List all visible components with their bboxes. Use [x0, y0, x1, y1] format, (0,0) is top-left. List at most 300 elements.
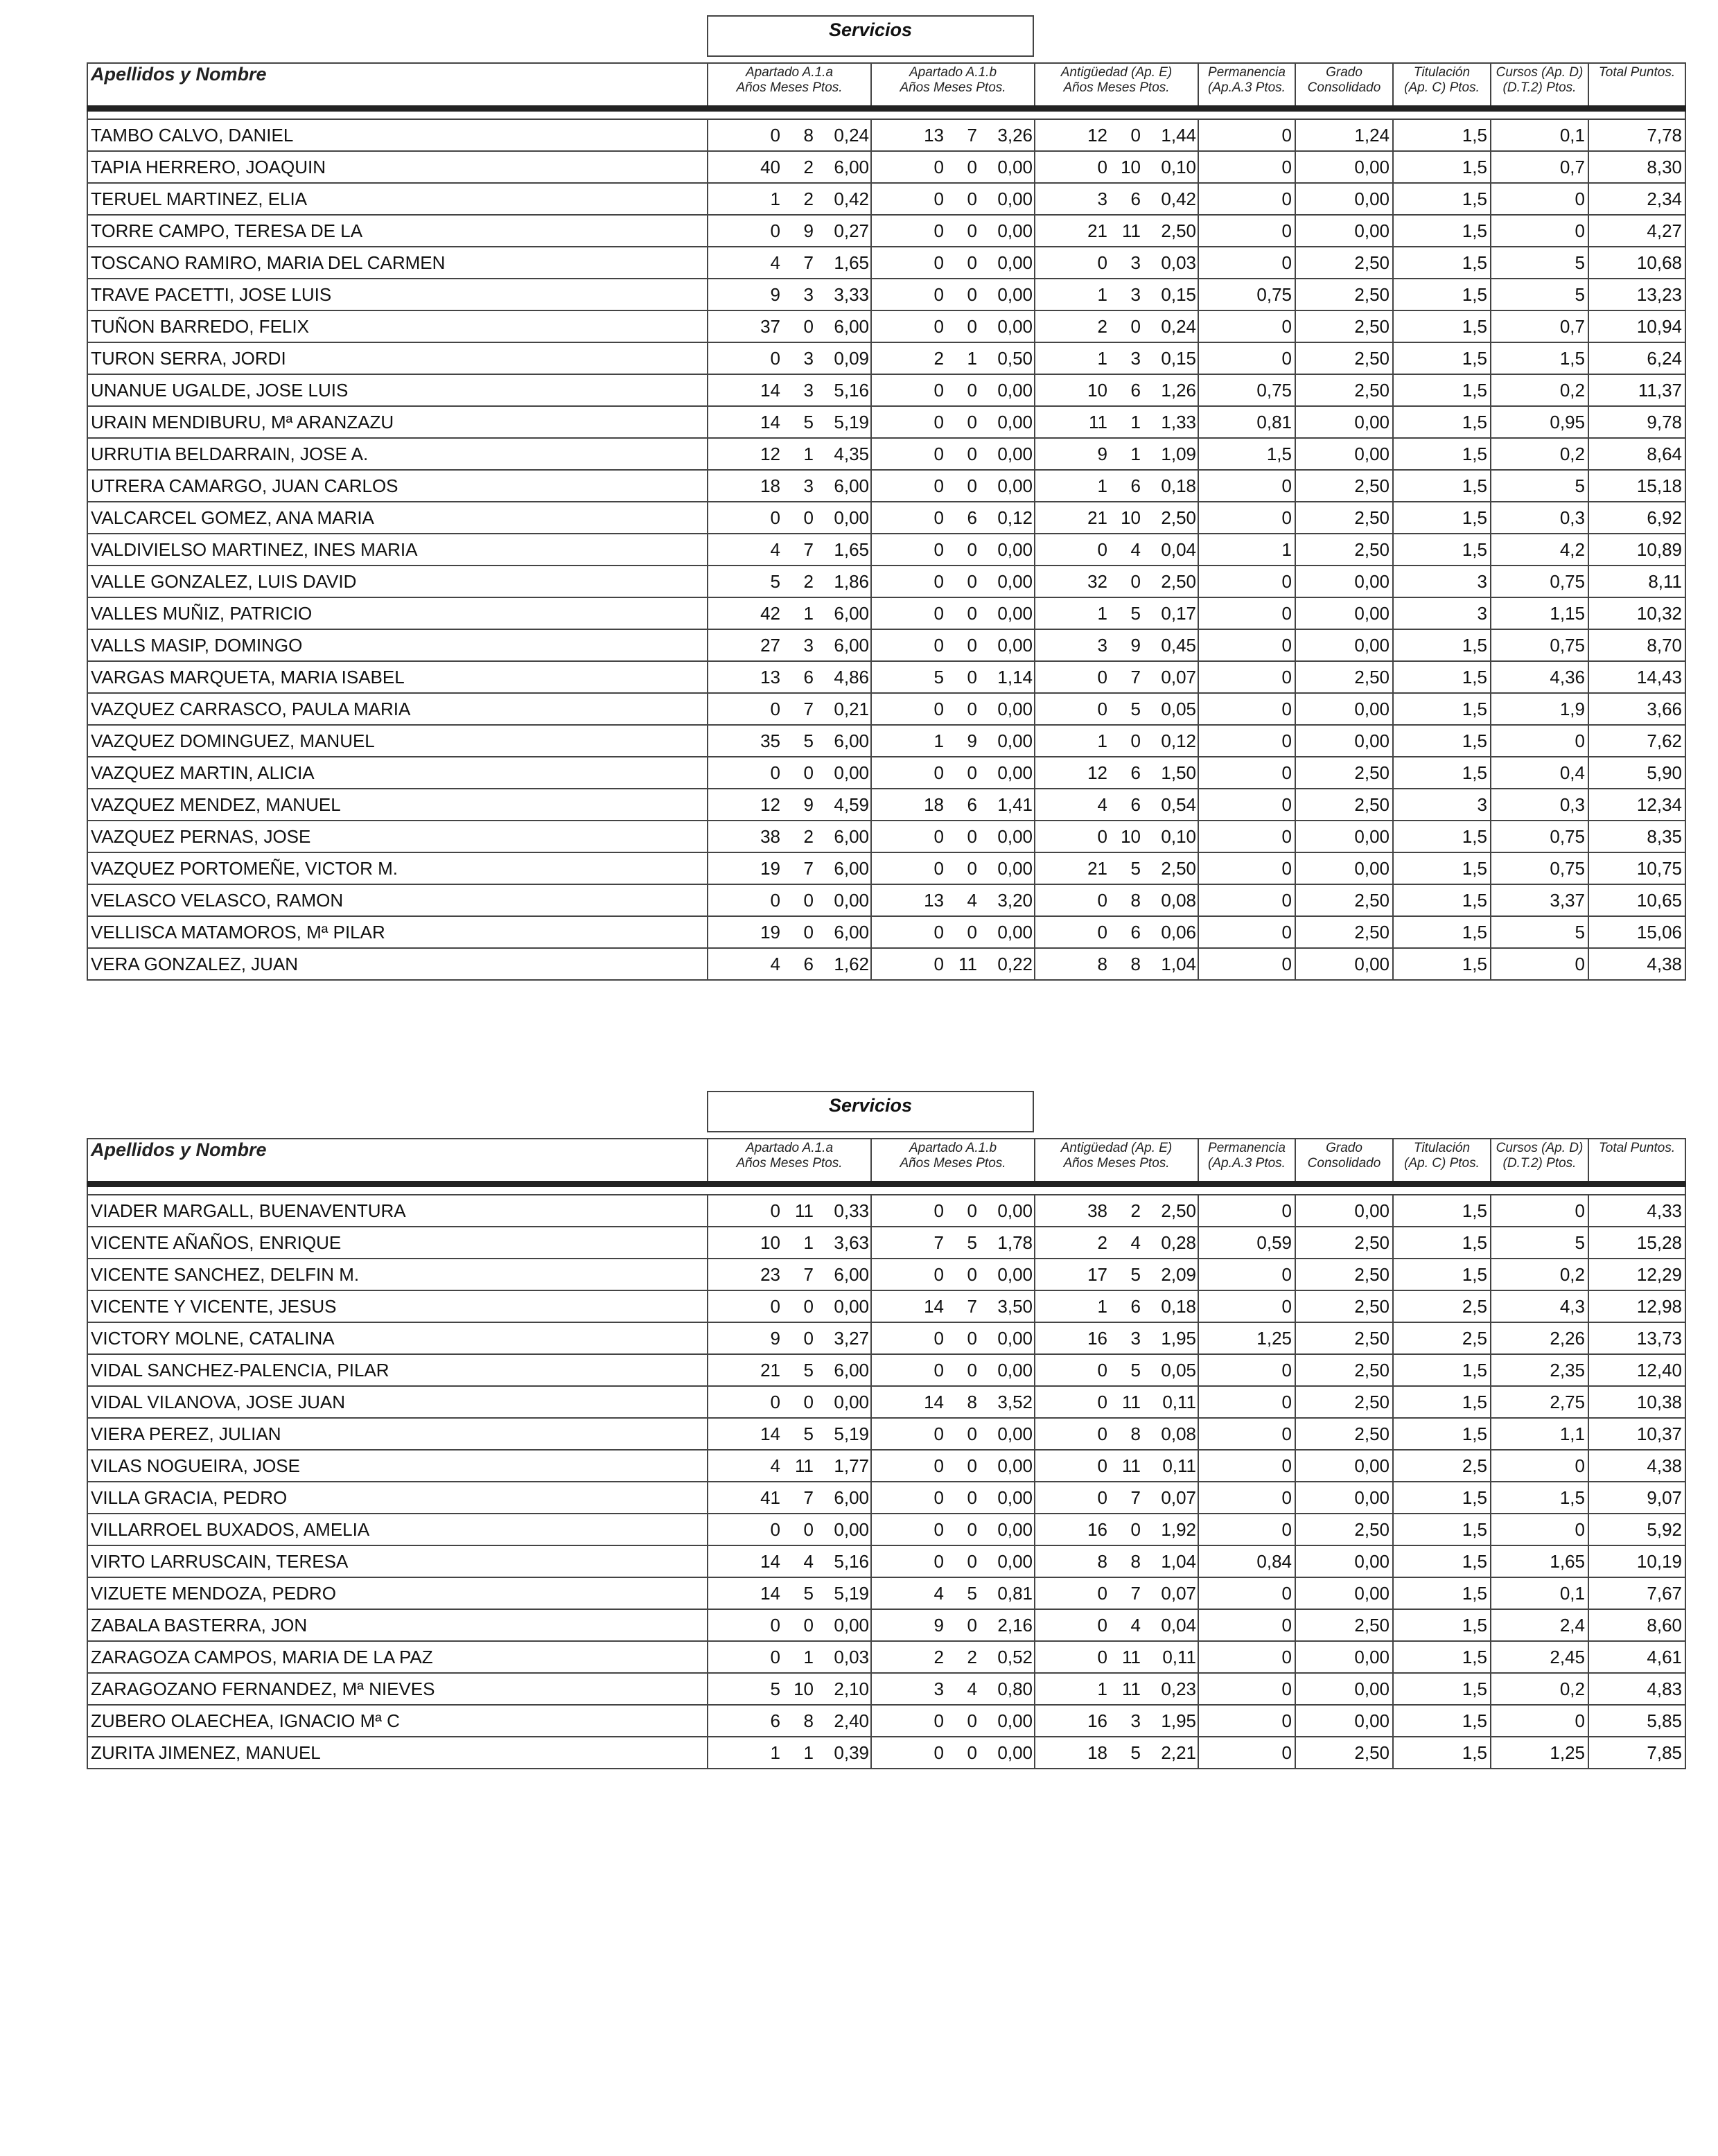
a1a-years: 41: [760, 1487, 780, 1508]
cell-total: 5,85: [1588, 1705, 1685, 1737]
a1b-points: 0,00: [997, 1200, 1033, 1221]
a1a-points: 0,00: [834, 507, 869, 528]
cell-permanencia: 0,84: [1198, 1545, 1295, 1577]
a1b-points: 0,00: [997, 252, 1033, 273]
cell-a1b: [871, 1386, 1035, 1418]
antiguedad-points: 0,07: [1161, 666, 1196, 687]
cell-antiguedad: [1035, 1482, 1198, 1514]
cell-titulacion: 1,5: [1393, 948, 1491, 980]
col-header-total: Total Puntos.: [1588, 1139, 1685, 1183]
cell-grado: 0,00: [1295, 597, 1393, 629]
a1b-points: 0,80: [997, 1678, 1033, 1699]
a1b-years: 18: [924, 794, 944, 815]
antiguedad-years: 21: [1087, 220, 1107, 241]
employee-name: VILLARROEL BUXADOS, AMELIA: [87, 1514, 708, 1545]
cell-permanencia: 0: [1198, 1290, 1295, 1322]
a1a-months: 3: [803, 475, 814, 496]
cell-total: 7,67: [1588, 1577, 1685, 1609]
employee-name: VAZQUEZ PORTOMEÑE, VICTOR M.: [87, 852, 708, 884]
cell-cursos: 1,5: [1491, 342, 1588, 374]
a1a-points: 0,27: [834, 220, 869, 241]
cell-permanencia: 0: [1198, 852, 1295, 884]
cell-titulacion: 1,5: [1393, 1195, 1491, 1227]
cell-permanencia: 0: [1198, 1354, 1295, 1386]
antiguedad-years: 0: [1097, 889, 1107, 911]
employee-name: VIDAL SANCHEZ-PALENCIA, PILAR: [87, 1354, 708, 1386]
cell-antiguedad: [1035, 310, 1198, 342]
cell-a1a: [708, 1577, 871, 1609]
cell-a1b: [871, 693, 1035, 725]
table-row: [87, 693, 1685, 725]
cell-antiguedad: [1035, 852, 1198, 884]
cell-cursos: 0,2: [1491, 1673, 1588, 1705]
antiguedad-months: 7: [1130, 666, 1141, 687]
table-row: [87, 789, 1685, 821]
antiguedad-months: 7: [1130, 1582, 1141, 1604]
a1b-months: 0: [967, 825, 977, 847]
a1a-years: 5: [770, 570, 780, 592]
cell-grado: 0,00: [1295, 1673, 1393, 1705]
cell-permanencia: 0: [1198, 1386, 1295, 1418]
col-header-permanencia: Permanencia (Ap.A.3 Ptos.: [1198, 63, 1295, 107]
a1a-months: 1: [803, 602, 814, 624]
cell-antiguedad: [1035, 1577, 1198, 1609]
cell-a1a: [708, 1450, 871, 1482]
employee-name: VIRTO LARRUSCAIN, TERESA: [87, 1545, 708, 1577]
employee-name: VILAS NOGUEIRA, JOSE: [87, 1450, 708, 1482]
a1a-years: 0: [770, 762, 780, 783]
cell-grado: 0,00: [1295, 852, 1393, 884]
a1a-months: 0: [803, 889, 814, 911]
cell-titulacion: 1,5: [1393, 1482, 1491, 1514]
cell-a1b: [871, 1418, 1035, 1450]
antiguedad-years: 12: [1087, 762, 1107, 783]
a1b-months: 0: [967, 1200, 977, 1221]
a1a-points: 2,40: [834, 1710, 869, 1731]
employee-name: VIDAL VILANOVA, JOSE JUAN: [87, 1386, 708, 1418]
a1a-months: 0: [803, 507, 814, 528]
a1b-years: 0: [933, 252, 944, 273]
antiguedad-years: 3: [1097, 634, 1107, 656]
employee-name: TERUEL MARTINEZ, ELIA: [87, 183, 708, 215]
cell-a1b: [871, 502, 1035, 534]
a1b-months: 0: [967, 283, 977, 305]
antiguedad-points: 0,11: [1162, 1391, 1196, 1412]
cell-permanencia: 0: [1198, 725, 1295, 757]
antiguedad-points: 2,21: [1161, 1742, 1196, 1763]
col-header-antiguedad: Antigüedad (Ap. E) Años Meses Ptos.: [1035, 63, 1198, 107]
table-row: [87, 183, 1685, 215]
a1a-months: 7: [803, 252, 814, 273]
antiguedad-months: 1: [1130, 411, 1141, 432]
table-row: [87, 1450, 1685, 1482]
col-header-a1b: Apartado A.1.b Años Meses Ptos.: [871, 63, 1035, 107]
cell-cursos: 0,75: [1491, 566, 1588, 597]
antiguedad-months: 7: [1130, 1487, 1141, 1508]
a1b-months: 4: [967, 889, 977, 911]
a1a-years: 9: [770, 1327, 780, 1349]
a1a-months: 2: [803, 156, 814, 177]
antiguedad-months: 11: [1122, 1678, 1141, 1699]
a1b-years: 0: [933, 953, 944, 974]
cell-titulacion: 1,5: [1393, 1227, 1491, 1259]
antiguedad-points: 0,05: [1161, 1359, 1196, 1381]
table-row: [87, 1482, 1685, 1514]
a1a-months: 7: [803, 1487, 814, 1508]
cell-grado: 2,50: [1295, 916, 1393, 948]
a1a-years: 14: [760, 1582, 780, 1604]
cell-total: 13,23: [1588, 279, 1685, 310]
a1b-months: 0: [967, 634, 977, 656]
cell-antiguedad: [1035, 693, 1198, 725]
cell-a1a: [708, 1482, 871, 1514]
antiguedad-years: 9: [1097, 443, 1107, 464]
antiguedad-points: 1,09: [1161, 443, 1196, 464]
a1b-points: 0,00: [997, 730, 1033, 751]
cell-cursos: 0,7: [1491, 151, 1588, 183]
cell-titulacion: 1,5: [1393, 884, 1491, 916]
cell-permanencia: 0: [1198, 566, 1295, 597]
cell-total: 12,29: [1588, 1259, 1685, 1290]
table-row: [87, 1195, 1685, 1227]
table-row: [87, 852, 1685, 884]
col-header-permanencia: Permanencia (Ap.A.3 Ptos.: [1198, 1139, 1295, 1183]
cell-a1b: [871, 1641, 1035, 1673]
cell-a1b: [871, 1705, 1035, 1737]
a1b-years: 0: [933, 379, 944, 401]
cell-grado: 2,50: [1295, 1737, 1393, 1769]
a1a-points: 6,00: [834, 857, 869, 879]
employee-name: VALDIVIELSO MARTINEZ, INES MARIA: [87, 534, 708, 566]
antiguedad-months: 8: [1130, 953, 1141, 974]
cell-a1b: [871, 247, 1035, 279]
cell-a1b: [871, 470, 1035, 502]
cell-grado: 0,00: [1295, 438, 1393, 470]
cell-titulacion: 1,5: [1393, 247, 1491, 279]
cell-a1a: [708, 916, 871, 948]
a1a-months: 9: [803, 794, 814, 815]
a1a-months: 0: [803, 1295, 814, 1317]
employee-name: TURON SERRA, JORDI: [87, 342, 708, 374]
a1b-months: 6: [967, 507, 977, 528]
a1b-years: 0: [933, 857, 944, 879]
cell-a1a: [708, 693, 871, 725]
cell-antiguedad: [1035, 247, 1198, 279]
cell-grado: 2,50: [1295, 789, 1393, 821]
cell-total: 9,78: [1588, 406, 1685, 438]
a1b-points: 1,78: [997, 1232, 1033, 1253]
cell-a1b: [871, 1514, 1035, 1545]
antiguedad-points: 0,18: [1161, 475, 1196, 496]
col-header-titulacion: Titulación (Ap. C) Ptos.: [1393, 1139, 1491, 1183]
cell-a1b: [871, 1259, 1035, 1290]
a1a-months: 11: [795, 1200, 814, 1221]
antiguedad-years: 0: [1097, 825, 1107, 847]
cell-antiguedad: [1035, 1418, 1198, 1450]
a1b-months: 0: [967, 857, 977, 879]
cell-permanencia: 0: [1198, 1609, 1295, 1641]
cell-a1b: [871, 1577, 1035, 1609]
cell-antiguedad: [1035, 629, 1198, 661]
cell-grado: 2,50: [1295, 1386, 1393, 1418]
a1a-years: 40: [760, 156, 780, 177]
employee-name: VIADER MARGALL, BUENAVENTURA: [87, 1195, 708, 1227]
cell-total: 15,28: [1588, 1227, 1685, 1259]
cell-total: 8,11: [1588, 566, 1685, 597]
cell-permanencia: 0: [1198, 1577, 1295, 1609]
a1b-years: 0: [933, 283, 944, 305]
a1b-points: 0,00: [997, 1710, 1033, 1731]
antiguedad-points: 0,04: [1161, 1614, 1196, 1636]
a1b-points: 0,00: [997, 475, 1033, 496]
cell-grado: 2,50: [1295, 247, 1393, 279]
antiguedad-points: 2,09: [1161, 1263, 1196, 1285]
cell-antiguedad: [1035, 916, 1198, 948]
cell-titulacion: 1,5: [1393, 342, 1491, 374]
a1b-months: 0: [967, 1710, 977, 1731]
cell-titulacion: 1,5: [1393, 725, 1491, 757]
antiguedad-months: 5: [1130, 1359, 1141, 1381]
a1b-points: 3,20: [997, 889, 1033, 911]
antiguedad-years: 4: [1097, 794, 1107, 815]
a1a-months: 0: [803, 1327, 814, 1349]
a1a-points: 0,00: [834, 762, 869, 783]
a1a-months: 9: [803, 220, 814, 241]
cell-a1b: [871, 342, 1035, 374]
cell-titulacion: 1,5: [1393, 1641, 1491, 1673]
a1b-points: 3,26: [997, 124, 1033, 146]
a1a-months: 3: [803, 347, 814, 369]
table-row: [87, 1609, 1685, 1641]
cell-cursos: 0: [1491, 1450, 1588, 1482]
a1a-months: 0: [803, 762, 814, 783]
antiguedad-months: 3: [1130, 347, 1141, 369]
table-row: [87, 342, 1685, 374]
cell-antiguedad: [1035, 1354, 1198, 1386]
cell-cursos: 1,65: [1491, 1545, 1588, 1577]
cell-a1b: [871, 279, 1035, 310]
cell-grado: 2,50: [1295, 1227, 1393, 1259]
employee-name: UNANUE UGALDE, JOSE LUIS: [87, 374, 708, 406]
a1b-years: 0: [933, 1200, 944, 1221]
antiguedad-years: 0: [1097, 698, 1107, 719]
antiguedad-months: 11: [1122, 1646, 1141, 1667]
col-header-grado: Grado Consolidado: [1295, 1139, 1393, 1183]
cell-a1a: [708, 1737, 871, 1769]
cell-titulacion: 1,5: [1393, 1354, 1491, 1386]
cell-titulacion: 1,5: [1393, 1609, 1491, 1641]
a1b-years: 0: [933, 443, 944, 464]
a1a-years: 21: [760, 1359, 780, 1381]
employee-name: VAZQUEZ PERNAS, JOSE: [87, 821, 708, 852]
a1b-years: 0: [933, 1455, 944, 1476]
a1b-points: 0,00: [997, 283, 1033, 305]
antiguedad-months: 8: [1130, 889, 1141, 911]
cell-a1a: [708, 1641, 871, 1673]
a1b-years: 4: [933, 1582, 944, 1604]
cell-grado: 2,50: [1295, 279, 1393, 310]
a1b-points: 0,00: [997, 634, 1033, 656]
a1b-months: 0: [967, 379, 977, 401]
antiguedad-years: 0: [1097, 156, 1107, 177]
a1a-points: 3,63: [834, 1232, 869, 1253]
cell-a1b: [871, 183, 1035, 215]
a1b-years: 0: [933, 825, 944, 847]
cell-antiguedad: [1035, 279, 1198, 310]
antiguedad-points: 0,42: [1161, 188, 1196, 209]
antiguedad-years: 12: [1087, 124, 1107, 146]
a1a-months: 5: [803, 1423, 814, 1444]
antiguedad-years: 1: [1097, 602, 1107, 624]
cell-grado: 0,00: [1295, 1195, 1393, 1227]
cell-permanencia: 0: [1198, 151, 1295, 183]
cell-cursos: 0: [1491, 725, 1588, 757]
a1b-months: 2: [967, 1646, 977, 1667]
table-row: [87, 151, 1685, 183]
table-row: [87, 119, 1685, 151]
a1b-points: 2,16: [997, 1614, 1033, 1636]
cell-cursos: 0,95: [1491, 406, 1588, 438]
cell-titulacion: 1,5: [1393, 406, 1491, 438]
cell-antiguedad: [1035, 1514, 1198, 1545]
a1a-years: 19: [760, 921, 780, 943]
a1b-points: 0,00: [997, 1359, 1033, 1381]
antiguedad-points: 0,04: [1161, 538, 1196, 560]
cell-grado: 2,50: [1295, 310, 1393, 342]
cell-permanencia: 0: [1198, 821, 1295, 852]
cell-a1a: [708, 1227, 871, 1259]
cell-cursos: 4,36: [1491, 661, 1588, 693]
antiguedad-years: 21: [1087, 857, 1107, 879]
table-row: [87, 1386, 1685, 1418]
a1a-months: 5: [803, 411, 814, 432]
cell-titulacion: 1,5: [1393, 1737, 1491, 1769]
cell-total: 3,66: [1588, 693, 1685, 725]
cell-titulacion: 3: [1393, 597, 1491, 629]
cell-grado: 2,50: [1295, 661, 1393, 693]
cell-a1b: [871, 438, 1035, 470]
a1a-points: 4,86: [834, 666, 869, 687]
employee-name: VICENTE Y VICENTE, JESUS: [87, 1290, 708, 1322]
antiguedad-points: 0,23: [1161, 1678, 1196, 1699]
cell-grado: 0,00: [1295, 821, 1393, 852]
antiguedad-points: 0,24: [1161, 315, 1196, 337]
cell-titulacion: 1,5: [1393, 119, 1491, 151]
antiguedad-months: 0: [1130, 730, 1141, 751]
a1b-years: 0: [933, 1742, 944, 1763]
a1b-points: 0,00: [997, 921, 1033, 943]
a1a-years: 10: [760, 1232, 780, 1253]
scores-table: [87, 62, 1686, 981]
antiguedad-years: 0: [1097, 1423, 1107, 1444]
cell-a1a: [708, 1322, 871, 1354]
a1b-months: 0: [967, 1487, 977, 1508]
table-row: [87, 470, 1685, 502]
cell-permanencia: 1,5: [1198, 438, 1295, 470]
antiguedad-months: 8: [1130, 1423, 1141, 1444]
a1a-months: 2: [803, 825, 814, 847]
antiguedad-years: 10: [1087, 379, 1107, 401]
a1a-points: 4,59: [834, 794, 869, 815]
cell-a1a: [708, 597, 871, 629]
cell-permanencia: 0: [1198, 916, 1295, 948]
antiguedad-points: 1,44: [1161, 124, 1196, 146]
a1b-months: 0: [967, 475, 977, 496]
antiguedad-years: 0: [1097, 1614, 1107, 1636]
cell-antiguedad: [1035, 406, 1198, 438]
antiguedad-months: 0: [1130, 315, 1141, 337]
antiguedad-points: 0,12: [1161, 730, 1196, 751]
cell-cursos: 1,1: [1491, 1418, 1588, 1450]
cell-cursos: 0: [1491, 1705, 1588, 1737]
employee-name: VALCARCEL GOMEZ, ANA MARIA: [87, 502, 708, 534]
antiguedad-points: 0,18: [1161, 1295, 1196, 1317]
antiguedad-months: 2: [1130, 1200, 1141, 1221]
a1a-months: 5: [803, 1582, 814, 1604]
a1a-points: 6,00: [834, 1487, 869, 1508]
a1a-months: 7: [803, 1263, 814, 1285]
cell-a1a: [708, 119, 871, 151]
a1a-years: 38: [760, 825, 780, 847]
a1a-years: 1: [770, 188, 780, 209]
col-header-titulacion: Titulación (Ap. C) Ptos.: [1393, 63, 1491, 107]
cell-titulacion: 1,5: [1393, 1577, 1491, 1609]
antiguedad-points: 0,15: [1161, 347, 1196, 369]
antiguedad-years: 0: [1097, 1487, 1107, 1508]
antiguedad-points: 2,50: [1161, 220, 1196, 241]
cell-grado: 0,00: [1295, 1641, 1393, 1673]
cell-total: 2,34: [1588, 183, 1685, 215]
a1a-points: 0,39: [834, 1742, 869, 1763]
antiguedad-years: 16: [1087, 1518, 1107, 1540]
a1b-points: 0,00: [997, 1263, 1033, 1285]
cell-a1a: [708, 1514, 871, 1545]
cell-a1b: [871, 406, 1035, 438]
a1a-points: 0,00: [834, 1295, 869, 1317]
a1b-points: 0,00: [997, 1518, 1033, 1540]
cell-permanencia: 0: [1198, 1482, 1295, 1514]
cell-titulacion: 1,5: [1393, 1418, 1491, 1450]
employee-name: ZUBERO OLAECHEA, IGNACIO Mª C: [87, 1705, 708, 1737]
table-row: [87, 1227, 1685, 1259]
cell-total: 8,64: [1588, 438, 1685, 470]
employee-name: ZARAGOZANO FERNANDEZ, Mª NIEVES: [87, 1673, 708, 1705]
a1b-months: 0: [967, 921, 977, 943]
cell-total: 4,33: [1588, 1195, 1685, 1227]
col-header-antiguedad: Antigüedad (Ap. E) Años Meses Ptos.: [1035, 1139, 1198, 1183]
cell-total: 14,43: [1588, 661, 1685, 693]
cell-permanencia: 0,81: [1198, 406, 1295, 438]
employee-name: TORRE CAMPO, TERESA DE LA: [87, 215, 708, 247]
antiguedad-years: 16: [1087, 1710, 1107, 1731]
table-row: [87, 1641, 1685, 1673]
cell-titulacion: 2,5: [1393, 1290, 1491, 1322]
cell-a1b: [871, 374, 1035, 406]
employee-name: VELASCO VELASCO, RAMON: [87, 884, 708, 916]
a1a-points: 6,00: [834, 921, 869, 943]
scores-table: [87, 1138, 1686, 1769]
a1a-years: 6: [770, 1710, 780, 1731]
antiguedad-points: 0,28: [1161, 1232, 1196, 1253]
cell-cursos: 1,15: [1491, 597, 1588, 629]
a1a-points: 5,19: [834, 411, 869, 432]
a1b-months: 0: [967, 252, 977, 273]
cell-titulacion: 1,5: [1393, 310, 1491, 342]
table-row: [87, 1545, 1685, 1577]
antiguedad-months: 3: [1130, 283, 1141, 305]
cell-antiguedad: [1035, 1290, 1198, 1322]
a1b-years: 0: [933, 538, 944, 560]
